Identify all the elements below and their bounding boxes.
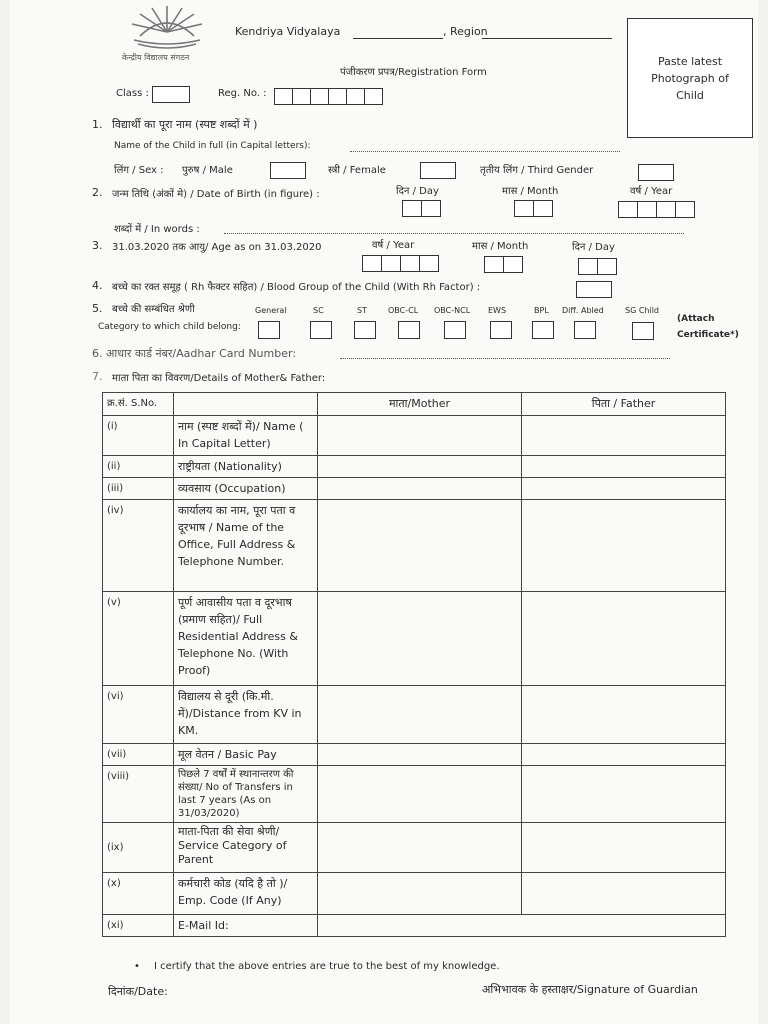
attach-note-line2: Certificate*) [677, 330, 739, 340]
category-obc-cl-checkbox[interactable] [398, 321, 420, 339]
mother-cell[interactable] [318, 592, 522, 686]
table-row [103, 744, 726, 766]
age-month-input[interactable] [484, 256, 523, 271]
father-cell[interactable] [522, 416, 726, 456]
mother-cell[interactable] [318, 478, 522, 500]
blood-group-input[interactable] [576, 281, 612, 298]
child-name-line[interactable] [350, 151, 620, 152]
certify-bullet: • [134, 961, 140, 972]
q4-number: 4. [92, 279, 103, 292]
date-label: दिनांक/Date: [108, 985, 168, 998]
dob-month-label: मास / Month [502, 186, 559, 197]
row-sno: (viii) [103, 766, 174, 823]
reg-no-input[interactable] [274, 88, 383, 103]
row-label: पूर्ण आवासीय पता व दूरभाष (प्रमाण सहित)/ Full Residential Address & Telephone No. (With Proof) [174, 592, 318, 686]
in-words-label: शब्दों में / In words : [114, 224, 200, 235]
row-sno: (vi) [103, 686, 174, 744]
category-obc-cl-label: OBC-CL [388, 306, 419, 315]
father-cell[interactable] [522, 873, 726, 915]
male-checkbox[interactable] [270, 162, 306, 179]
header-sno: क्र.सं. S.No. [103, 393, 174, 416]
guardian-signature-label: अभिभावक के हस्ताक्षर/Signature of Guardian [482, 983, 698, 996]
class-input[interactable] [152, 86, 190, 103]
category-st-checkbox[interactable] [354, 321, 376, 339]
kv-name-line[interactable] [353, 38, 443, 39]
dob-year-input[interactable] [618, 201, 695, 216]
female-checkbox[interactable] [420, 162, 456, 179]
dob-day-label: दिन / Day [396, 186, 439, 197]
region-label: , Region [443, 25, 488, 38]
category-obc-ncl-label: OBC-NCL [434, 306, 471, 315]
table-row [103, 478, 726, 500]
row-label: E-Mail Id: [174, 915, 318, 937]
age-year-label: वर्ष / Year [372, 240, 415, 251]
category-bpl-label: BPL [534, 306, 549, 315]
dob-month-input[interactable] [514, 200, 553, 215]
father-cell[interactable] [522, 456, 726, 478]
category-english-label: Category to which child belong: [98, 322, 241, 332]
age-day-label: दिन / Day [572, 242, 615, 253]
table-row [103, 500, 726, 592]
category-ews-label: EWS [488, 306, 507, 315]
row-sno: (ix) [103, 823, 174, 873]
row-sno: (ii) [103, 456, 174, 478]
form-title: पंजीकरण प्रपत्र/Registration Form [340, 67, 487, 78]
table-row [103, 686, 726, 744]
mother-cell[interactable] [318, 416, 522, 456]
table-row [103, 456, 726, 478]
row-sno: (x) [103, 873, 174, 915]
parents-details-table [102, 392, 726, 937]
table-row [103, 915, 726, 937]
row-label: विद्यालय से दूरी (कि.मी. में)/Distance from KV in KM. [174, 686, 318, 744]
q1-english-label: Name of the Child in full (in Capital letters): [114, 141, 311, 151]
table-row [103, 592, 726, 686]
third-gender-checkbox[interactable] [638, 164, 674, 181]
row-sno: (iii) [103, 478, 174, 500]
row-sno: (vii) [103, 744, 174, 766]
age-label: 31.03.2020 तक आयु/ Age as on 31.03.2020 [112, 242, 322, 253]
category-sc-label: SC [313, 306, 324, 315]
mother-cell[interactable] [318, 456, 522, 478]
table-row [103, 766, 726, 823]
dob-day-input[interactable] [402, 200, 441, 215]
male-label: पुरुष / Male [182, 165, 233, 176]
row-sno: (i) [103, 416, 174, 456]
attach-note-line1: (Attach [677, 314, 715, 324]
father-cell[interactable] [522, 500, 726, 592]
mother-cell[interactable] [318, 500, 522, 592]
q3-number: 3. [92, 239, 103, 252]
father-cell[interactable] [522, 744, 726, 766]
category-general-label: General [255, 306, 287, 315]
row-label: मूल वेतन / Basic Pay [174, 744, 318, 766]
father-cell[interactable] [522, 686, 726, 744]
age-month-label: मास / Month [472, 241, 529, 252]
row-sno: (xi) [103, 915, 174, 937]
category-bpl-checkbox[interactable] [532, 321, 554, 339]
father-cell[interactable] [522, 478, 726, 500]
mother-cell[interactable] [318, 744, 522, 766]
mother-cell[interactable] [318, 766, 522, 823]
table-header-row [103, 393, 726, 416]
row-label: राष्ट्रीयता (Nationality) [174, 456, 318, 478]
sex-label: लिंग / Sex : [114, 165, 164, 176]
category-st-label: ST [357, 306, 367, 315]
parents-details-label: माता पिता का विवरण/Details of Mother& Father: [112, 373, 326, 384]
registration-form-page [10, 0, 758, 1024]
q1-hindi-label: विद्यार्थी का पूरा नाम (स्पष्ट शब्दों में ) [112, 118, 258, 131]
category-diff-abled-label: Diff. Abled [562, 306, 604, 315]
row-label: कर्मचारी कोड (यदि है तो )/ Emp. Code (If Any) [174, 873, 318, 915]
table-row [103, 416, 726, 456]
photo-box-text: Paste latest Photograph of Child [651, 54, 729, 102]
table-row [103, 823, 726, 873]
dob-year-label: वर्ष / Year [630, 186, 673, 197]
header-mother: माता/Mother [318, 393, 522, 416]
photo-box[interactable] [627, 18, 753, 138]
email-cell[interactable] [318, 915, 726, 937]
mother-cell[interactable] [318, 873, 522, 915]
aadhar-label: 6. आधार कार्ड नंबर/Aadhar Card Number: [92, 347, 297, 360]
category-obc-ncl-checkbox[interactable] [444, 321, 466, 339]
certify-text: I certify that the above entries are true to the best of my knowledge. [154, 961, 500, 972]
reg-label: Reg. No. : [218, 88, 267, 99]
category-general-checkbox[interactable] [258, 321, 280, 339]
category-sg-child-checkbox[interactable] [632, 322, 654, 340]
father-cell[interactable] [522, 823, 726, 873]
mother-cell[interactable] [318, 823, 522, 873]
third-gender-label: तृतीय लिंग / Third Gender [480, 165, 594, 176]
mother-cell[interactable] [318, 686, 522, 744]
father-cell[interactable] [522, 766, 726, 823]
kvs-logo-icon [122, 2, 212, 58]
header-father: पिता / Father [522, 393, 726, 416]
category-hindi-label: बच्चे की सम्बंधित श्रेणी [112, 304, 195, 315]
q2-number: 2. [92, 186, 103, 199]
row-sno: (iv) [103, 500, 174, 592]
row-sno: (v) [103, 592, 174, 686]
kv-label: Kendriya Vidyalaya [235, 25, 341, 38]
table-row [103, 873, 726, 915]
row-label: व्यवसाय (Occupation) [174, 478, 318, 500]
header-blank [174, 393, 318, 416]
q1-number: 1. [92, 118, 103, 131]
category-sc-checkbox[interactable] [310, 321, 332, 339]
q5-number: 5. [92, 302, 103, 315]
category-ews-checkbox[interactable] [490, 321, 512, 339]
region-line[interactable] [482, 38, 612, 39]
row-label: कार्यालय का नाम, पूरा पता व दूरभाष / Name of the Office, Full Address & Telephone Number. [174, 500, 318, 592]
aadhar-line[interactable] [340, 358, 670, 359]
female-label: स्त्री / Female [328, 165, 386, 176]
category-sg-child-label: SG Child [625, 306, 659, 315]
row-label: पिछले 7 वर्षों में स्थानान्तरण की संख्या/ No of Transfers in last 7 years (As on 31/03/2020) [174, 766, 318, 823]
category-diff-abled-checkbox[interactable] [574, 321, 596, 339]
row-label: नाम (स्पष्ट शब्दों में)/ Name ( In Capital Letter) [174, 416, 318, 456]
dob-label: जन्म तिथि (अंकों मे) / Date of Birth (in figure) : [112, 189, 320, 200]
row-label: माता-पिता की सेवा श्रेणी/ Service Category of Parent [174, 823, 318, 873]
class-label: Class : [116, 88, 149, 99]
logo-caption: केन्द्रीय विद्यालय संगठन [122, 53, 190, 62]
blood-group-label: बच्चे का रक्त समूह ( Rh फैक्टर सहित) / Blood Group of the Child (With Rh Factor) : [112, 282, 481, 293]
dob-words-line[interactable] [224, 233, 684, 234]
father-cell[interactable] [522, 592, 726, 686]
age-year-input[interactable] [362, 255, 439, 270]
age-day-input[interactable] [578, 258, 617, 273]
q7-number: 7. [92, 370, 103, 383]
